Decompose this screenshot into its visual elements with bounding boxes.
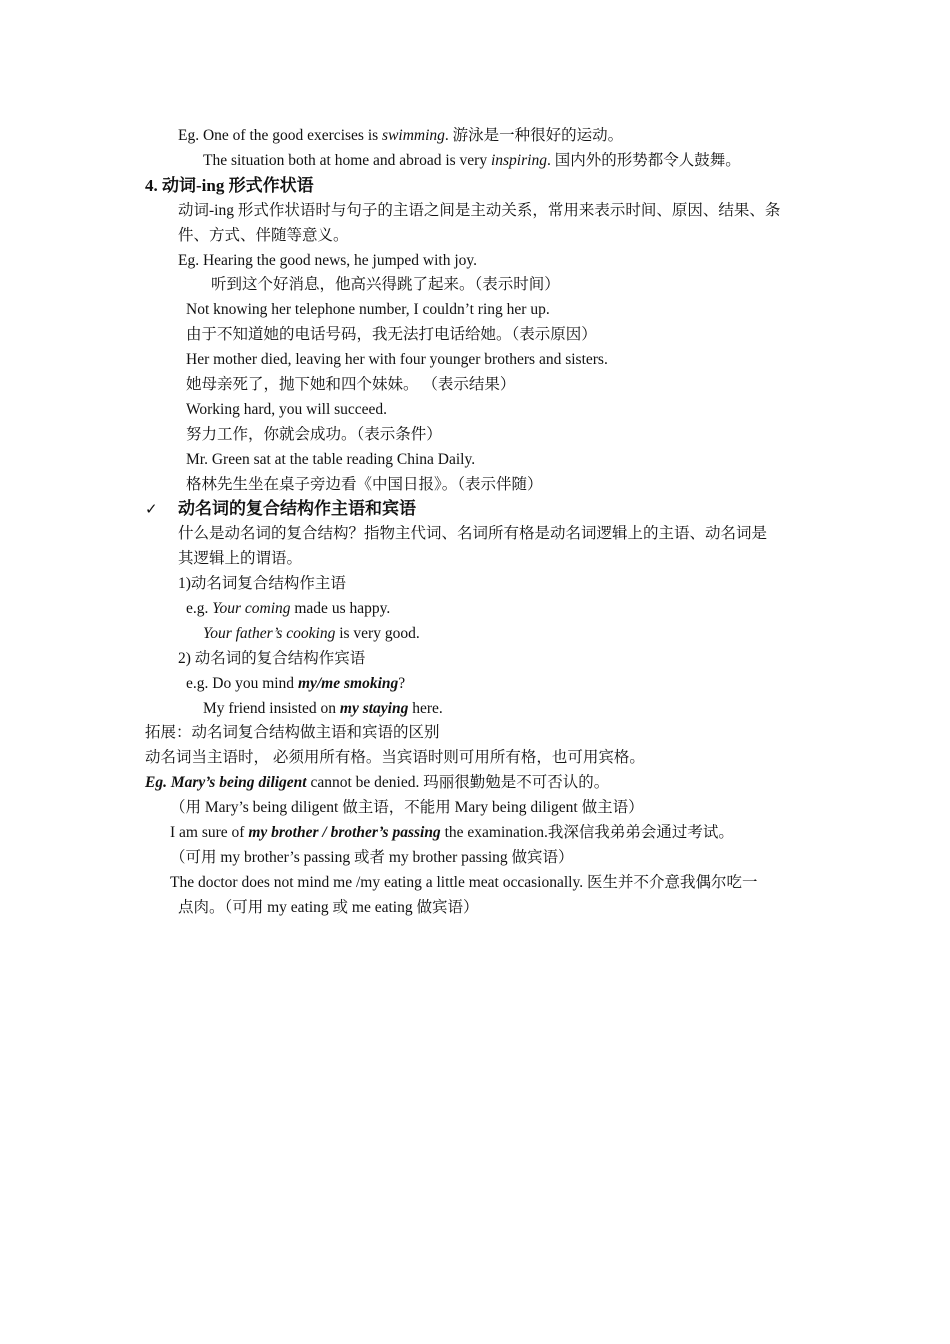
emphasis: swimming bbox=[382, 127, 445, 144]
text: 什么是动名词的复合结构？指物主代词、名词所有格是动名词逻辑上的主语、动名词是 bbox=[178, 525, 768, 542]
text: 努力工作，你就会成功。（表示条件） bbox=[186, 426, 442, 443]
example-line bbox=[170, 871, 757, 896]
extension-heading bbox=[145, 721, 440, 746]
example-line bbox=[178, 124, 623, 149]
text: I am sure of bbox=[170, 824, 249, 841]
example-line bbox=[186, 448, 475, 473]
example-line bbox=[203, 697, 443, 722]
text: . 游泳是一种很好的运动。 bbox=[444, 127, 624, 144]
text: 格林先生坐在桌子旁边看《中国日报》。（表示伴随） bbox=[186, 476, 543, 493]
text: cannot be denied. 玛丽很勤勉是不可否认的。 bbox=[306, 774, 610, 791]
translation-line bbox=[186, 373, 515, 398]
text: 由于不知道她的电话号码，我无法打电话给她。（表示原因） bbox=[186, 326, 597, 343]
paragraph-line bbox=[178, 547, 302, 572]
heading-text: 4. 动词-ing 形式作状语 bbox=[145, 176, 314, 195]
paragraph-line bbox=[145, 746, 645, 771]
text: The doctor does not mind me /my eating a little meat occasionally. 医生并不介意我偶尔吃一 bbox=[170, 874, 758, 891]
example-line bbox=[186, 298, 550, 323]
translation-line bbox=[186, 323, 597, 348]
text: Working hard, you will succeed. bbox=[186, 401, 388, 418]
text: ? bbox=[398, 675, 406, 692]
example-line bbox=[186, 398, 387, 423]
emphasis: my/me smoking bbox=[297, 675, 399, 692]
text: Mr. Green sat at the table reading China Daily. bbox=[186, 451, 476, 468]
emphasis: Your father’s cooking bbox=[203, 625, 336, 642]
subheading-line bbox=[178, 647, 365, 672]
text: e.g. bbox=[186, 600, 213, 617]
section-heading bbox=[145, 174, 314, 199]
text: 其逻辑上的谓语。 bbox=[178, 550, 303, 567]
text: （用 Mary’s being diligent 做主语，不能用 Mary being diligent 做主语） bbox=[170, 799, 644, 816]
emphasis: Eg. Mary’s being diligent bbox=[145, 774, 307, 791]
text: . 国内外的形势都令人鼓舞。 bbox=[546, 152, 741, 169]
translation-line bbox=[186, 473, 543, 498]
example-line bbox=[170, 821, 734, 846]
text: My friend insisted on bbox=[203, 700, 340, 717]
heading-text: 动名词的复合结构作主语和宾语 bbox=[178, 499, 416, 518]
text: 动名词当主语时， 必须用所有格。当宾语时则可用所有格，也可用宾格。 bbox=[145, 749, 645, 766]
example-line bbox=[186, 348, 608, 373]
text: Her mother died, leaving her with four younger brothers and sisters. bbox=[186, 351, 608, 368]
text: is very good. bbox=[335, 625, 420, 642]
paragraph-line bbox=[178, 224, 349, 249]
text: 点肉。（可用 my eating 或 me eating 做宾语） bbox=[178, 899, 479, 916]
note-line bbox=[170, 796, 644, 821]
example-line bbox=[203, 149, 741, 174]
translation-line bbox=[186, 423, 442, 448]
subheading-line bbox=[178, 572, 346, 597]
emphasis: Your coming bbox=[212, 600, 291, 617]
text: （可用 my brother’s passing 或者 my brother passing 做宾语） bbox=[170, 849, 574, 866]
note-line bbox=[170, 846, 574, 871]
text: made us happy. bbox=[290, 600, 391, 617]
example-line bbox=[186, 597, 390, 622]
translation-line bbox=[211, 273, 560, 298]
example-line bbox=[186, 672, 405, 697]
example-line bbox=[178, 249, 477, 274]
example-line bbox=[178, 896, 479, 921]
checkmark-icon: ✓ bbox=[145, 500, 158, 518]
text: 拓展：动名词复合结构做主语和宾语的区别 bbox=[145, 724, 440, 741]
text: 1)动名词复合结构作主语 bbox=[178, 575, 346, 592]
emphasis: inspiring bbox=[490, 152, 547, 169]
text: Eg. One of the good exercises is bbox=[178, 127, 383, 144]
text: 她母亲死了，抛下她和四个妹妹。 （表示结果） bbox=[186, 376, 516, 393]
text: here. bbox=[408, 700, 443, 717]
section-heading bbox=[178, 497, 416, 522]
text: Eg. Hearing the good news, he jumped with joy. bbox=[178, 252, 478, 269]
text: 件、方式、伴随等意义。 bbox=[178, 227, 349, 244]
example-line bbox=[145, 771, 609, 796]
text: 听到这个好消息，他高兴得跳了起来。（表示时间） bbox=[211, 276, 560, 293]
paragraph-line bbox=[178, 199, 780, 224]
text: the examination.我深信我弟弟会通过考试。 bbox=[440, 824, 734, 841]
text: 2) 动名词的复合结构作宾语 bbox=[178, 650, 366, 667]
paragraph-line bbox=[178, 522, 767, 547]
text: 动词-ing 形式作状语时与句子的主语之间是主动关系，常用来表示时间、原因、结果、条 bbox=[178, 202, 781, 219]
example-line bbox=[203, 622, 420, 647]
text: Not knowing her telephone number, I couldn’t ring her up. bbox=[186, 301, 550, 318]
emphasis: my staying bbox=[339, 700, 409, 717]
text: The situation both at home and abroad is very bbox=[203, 152, 491, 169]
text: e.g. Do you mind bbox=[186, 675, 298, 692]
emphasis: my brother / brother’s passing bbox=[248, 824, 441, 841]
